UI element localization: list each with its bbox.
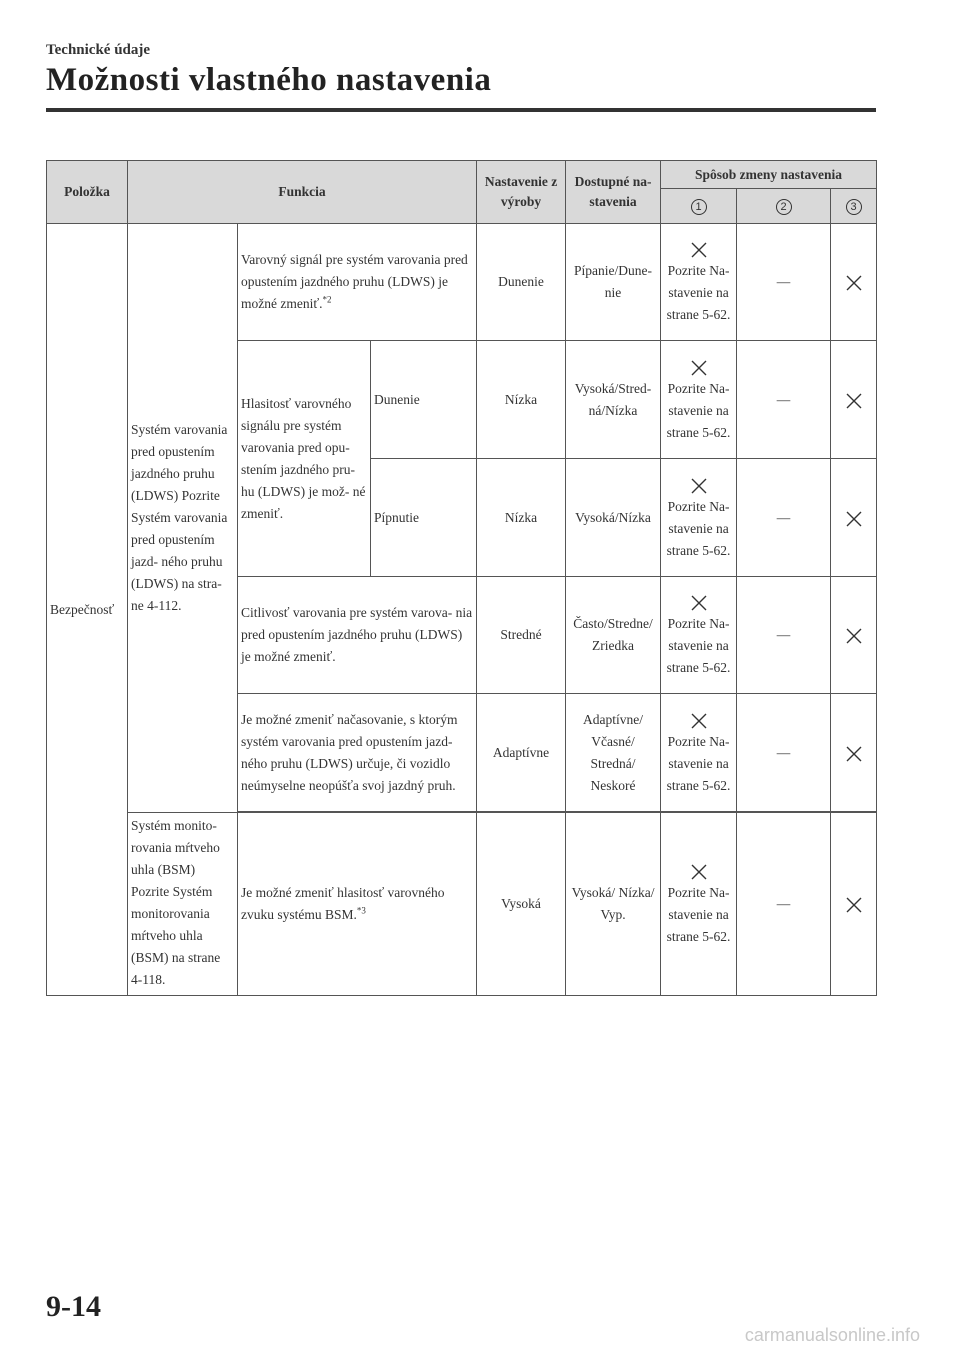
see-page-note: Pozrite Na- stavenie na strane 5-62. <box>666 380 731 440</box>
category-cell: Bezpečnosť <box>47 224 128 996</box>
ldws-item-cell: Systém varovania pred opustením jazdného pruhu (LDWS) Pozrite Systém varovania pred opustením jazd- ného pruhu (LDWS) na stra- ne 4-112. <box>128 224 238 813</box>
settings-table <box>46 160 877 996</box>
method-1-cell <box>661 341 737 459</box>
header-method: Spôsob zmeny nastavenia <box>661 161 877 189</box>
default-cell: Stredné <box>477 577 566 694</box>
see-page-note: Pozrite Na- stavenie na strane 5-62. <box>666 733 731 793</box>
table-row <box>47 813 877 996</box>
method-3-cell <box>831 459 877 577</box>
method-1-cell <box>661 224 737 341</box>
default-cell: Nízka <box>477 459 566 577</box>
circle-1-icon: 1 <box>691 199 707 215</box>
page-number: 9-14 <box>46 1290 101 1323</box>
header-default: Nastavenie z výroby <box>477 161 566 224</box>
method-2-cell: — <box>737 813 831 996</box>
header-item: Položka <box>47 161 128 224</box>
function-cell: Je možné zmeniť načasovanie, s ktorým systém varovania pred opustením jazd- ného pruhu (LDWS) určuje, či vozidlo neúmyselne neopúšťa svoj jazdný pruh. <box>238 694 477 812</box>
circle-3-icon: 3 <box>846 199 862 215</box>
method-1-cell <box>661 577 737 694</box>
method-1-cell <box>661 694 737 812</box>
available-cell: Adaptívne/ Včasné/ Stredná/ Neskoré <box>566 694 661 812</box>
see-page-note: Pozrite Na- stavenie na strane 5-62. <box>666 263 731 322</box>
available-cell: Pípanie/Dune- nie <box>566 224 661 341</box>
cross-icon <box>846 628 862 644</box>
watermark: carmanualsonline.info <box>744 1325 920 1345</box>
header-available: Dostupné na- stavenia <box>566 161 661 224</box>
cross-icon <box>846 393 862 409</box>
header-function: Funkcia <box>128 161 477 224</box>
available-cell: Vysoká/ Nízka/ Vyp. <box>566 813 661 996</box>
title-divider <box>46 108 876 112</box>
default-cell: Nízka <box>477 341 566 459</box>
method-1-cell <box>661 459 737 577</box>
method-3-cell <box>831 224 877 341</box>
cross-icon <box>691 864 707 880</box>
method-2-cell: — <box>737 224 831 341</box>
see-page-note: Pozrite Na- stavenie na strane 5-62. <box>666 616 731 675</box>
method-2-cell: — <box>737 694 831 812</box>
method-2-cell: — <box>737 459 831 577</box>
table-row <box>47 224 877 341</box>
available-cell: Často/Stredne/ Zriedka <box>566 577 661 694</box>
function-cell: Hlasitosť varovného signálu pre systém varovania pred opu- stením jazdného pru- hu (LDWS) je mož- né zmeniť. <box>238 341 371 577</box>
function-cell: Varovný signál pre systém varovania pred opustením jazdného pruhu (LDWS) je možné zmeniť.$^{*2}$ <box>238 224 477 341</box>
page-title: Možnosti vlastného nastavenia <box>46 62 492 98</box>
section-heading: Technické údaje <box>46 42 151 58</box>
method-2-cell: — <box>737 341 831 459</box>
circle-2-icon: 2 <box>776 199 792 215</box>
default-cell: Vysoká <box>477 813 566 996</box>
cross-icon <box>691 478 707 494</box>
cross-icon <box>691 713 707 729</box>
default-cell: Dunenie <box>477 224 566 341</box>
method-3-cell <box>831 577 877 694</box>
cross-icon <box>846 511 862 527</box>
method-1-cell <box>661 813 737 996</box>
cross-icon <box>846 275 862 291</box>
see-page-note: Pozrite Na- stavenie na strane 5-62. <box>666 885 731 944</box>
header-method-2 <box>737 189 831 224</box>
default-cell: Adaptívne <box>477 694 566 812</box>
bsm-item-cell: Systém monito- rovania mŕtveho uhla (BSM) Pozrite Systém monitorovania mŕtveho uhla (BSM) na strane 4-118. <box>128 813 238 996</box>
function-cell: Citlivosť varovania pre systém varova- nia pred opustením jazdného pruhu (LDWS) je možné zmeniť. <box>238 577 477 694</box>
header-method-3 <box>831 189 877 224</box>
see-page-note: Pozrite Na- stavenie na strane 5-62. <box>666 498 731 558</box>
cross-icon <box>691 360 707 376</box>
cross-icon <box>691 595 707 611</box>
cross-icon <box>691 242 707 258</box>
cross-icon <box>846 746 862 762</box>
method-2-cell: — <box>737 577 831 694</box>
method-3-cell <box>831 341 877 459</box>
available-cell: Vysoká/Stred- ná/Nízka <box>566 341 661 459</box>
sub-function-cell: Pípnutie <box>371 459 477 577</box>
cross-icon <box>846 897 862 913</box>
function-cell: Je možné zmeniť hlasitosť varovného zvuku systému BSM.$^{*3}$ <box>238 813 477 996</box>
available-cell: Vysoká/Nízka <box>566 459 661 577</box>
sub-function-cell: Dunenie <box>371 341 477 459</box>
method-3-cell <box>831 694 877 812</box>
method-3-cell <box>831 813 877 996</box>
header-method-1 <box>661 189 737 224</box>
